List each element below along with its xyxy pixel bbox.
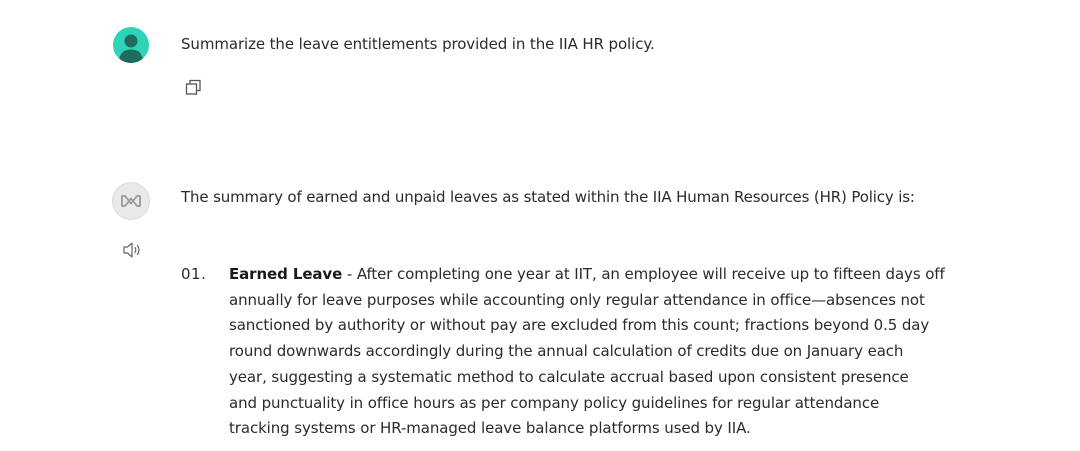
list-item-line-6: and punctuality in office hours as per company policy guidelines for regular attendance [229, 393, 880, 412]
list-item-term: Earned Leave [229, 265, 343, 283]
list-item-line-4: round downwards accordingly during the annual calculation of credits due on January each [229, 342, 904, 361]
bot-logo-icon [113, 183, 149, 219]
list-item-line-5: year, suggesting a systematic method to calculate accrual based upon consistent presence [229, 367, 909, 386]
list-item-line-1 [229, 262, 949, 288]
list-item-line-2: annually for leave purposes while accounting only regular attendance in office—absences not [229, 290, 925, 309]
list-item [229, 262, 949, 442]
user-avatar-icon [113, 27, 149, 63]
bot-avatar [112, 182, 150, 220]
user-avatar [113, 27, 149, 63]
list-item-line-7: tracking systems or HR-managed leave balance platforms used by IIA. [229, 419, 751, 438]
copy-icon[interactable] [184, 78, 204, 98]
speaker-icon[interactable] [122, 240, 144, 260]
list-item-number: 01. [181, 265, 207, 283]
list-item-separator: - [342, 265, 357, 283]
list-item-text: After completing one year at IIT, an employee will receive up to fifteen days off [356, 265, 945, 283]
user-message-text: Summarize the leave entitlements provided in the IIA HR policy. [181, 35, 655, 53]
list-item-line-3: sanctioned by authority or without pay are excluded from this count; fractions beyond 0.5 day [229, 316, 930, 335]
assistant-intro-text: The summary of earned and unpaid leaves as stated within the IIA Human Resources (HR) Policy is: [181, 188, 915, 206]
